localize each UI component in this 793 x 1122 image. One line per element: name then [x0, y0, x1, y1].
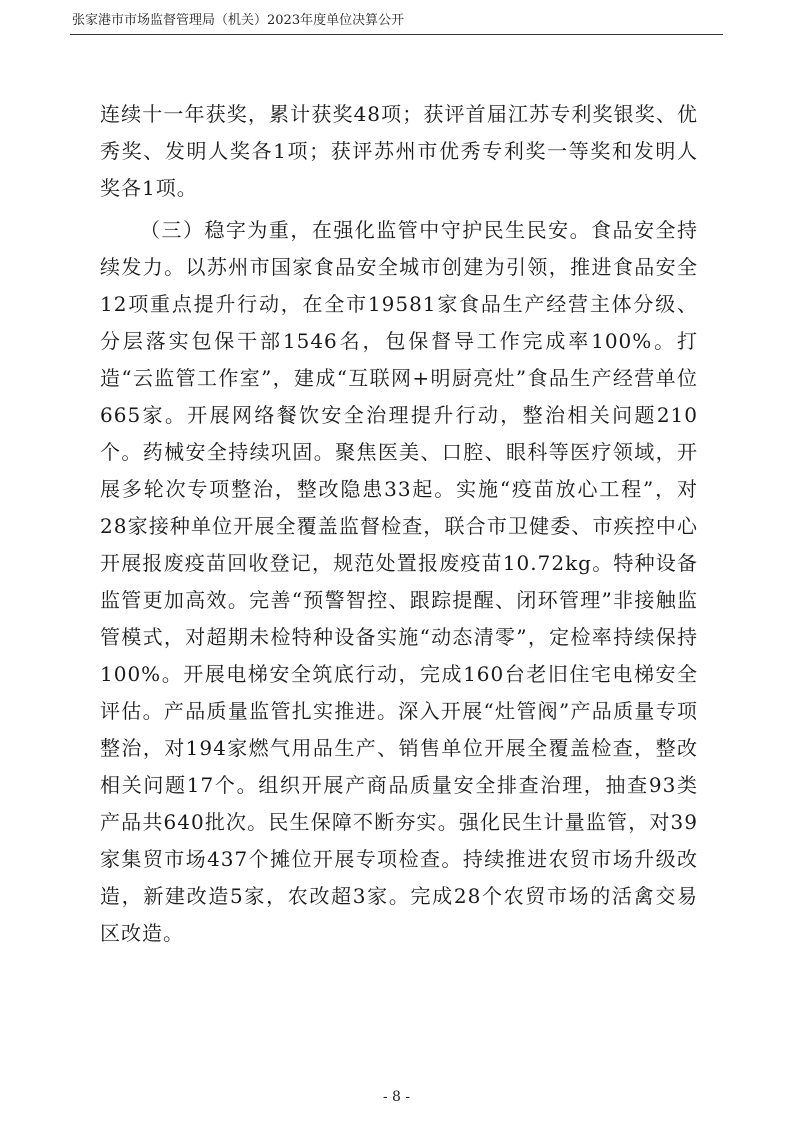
- document-body: [100, 96, 698, 952]
- header-divider: [70, 34, 723, 35]
- page-number: - 8 -: [382, 1089, 411, 1105]
- page-header-title: 张家港市市场监督管理局（机关）2023年度单位决算公开: [72, 13, 405, 28]
- paragraph-section-three: （三）稳字为重，在强化监管中守护民生民安。食品安全持续发力。以苏州市国家食品安全城市创建为引领，推进食品安全12项重点提升行动，在全市19581家食品生产经营主体分级、分层落实包保干部1546名，包保督导工作完成率100%。打造“云监管工作室”，建成“互联网+明厨亮灶”食品生产经营单位665家。开展网络餐饮安全治理提升行动，整治相关问题210个。药械安全持续巩固。聚焦医美、口腔、眼科等医疗领域，开展多轮次专项整治，整改隐患33起。实施“疫苗放心工程”，对28家接种单位开展全覆盖监督检查，联合市卫健委、市疾控中心开展报废疫苗回收登记，规范处置报废疫苗10.72kg。特种设备监管更加高效。完善“预警智控、跟踪提醒、闭环管理”非接触监管模式，对超期未检特种设备实施“动态清零”，定检率持续保持100%。开展电梯安全筑底行动，完成160台老旧住宅电梯安全评估。产品质量监管扎实推进。深入开展“灶管阀”产品质量专项整治，对194家燃气用品生产、销售单位开展全覆盖检查，整改相关问题17个。组织开展产商品质量安全排查治理，抽查93类产品共640批次。民生保障不断夯实。强化民生计量监管，对39家集贸市场437个摊位开展专项检查。持续推进农贸市场升级改造，新建改造5家，农改超3家。完成28个农贸市场的活禽交易区改造。: [100, 218, 698, 945]
- paragraph-continuation: 连续十一年获奖，累计获奖48项；获评首届江苏专利奖银奖、优秀奖、发明人奖各1项；获评苏州市优秀专利奖一等奖和发明人奖各1项。: [100, 102, 698, 200]
